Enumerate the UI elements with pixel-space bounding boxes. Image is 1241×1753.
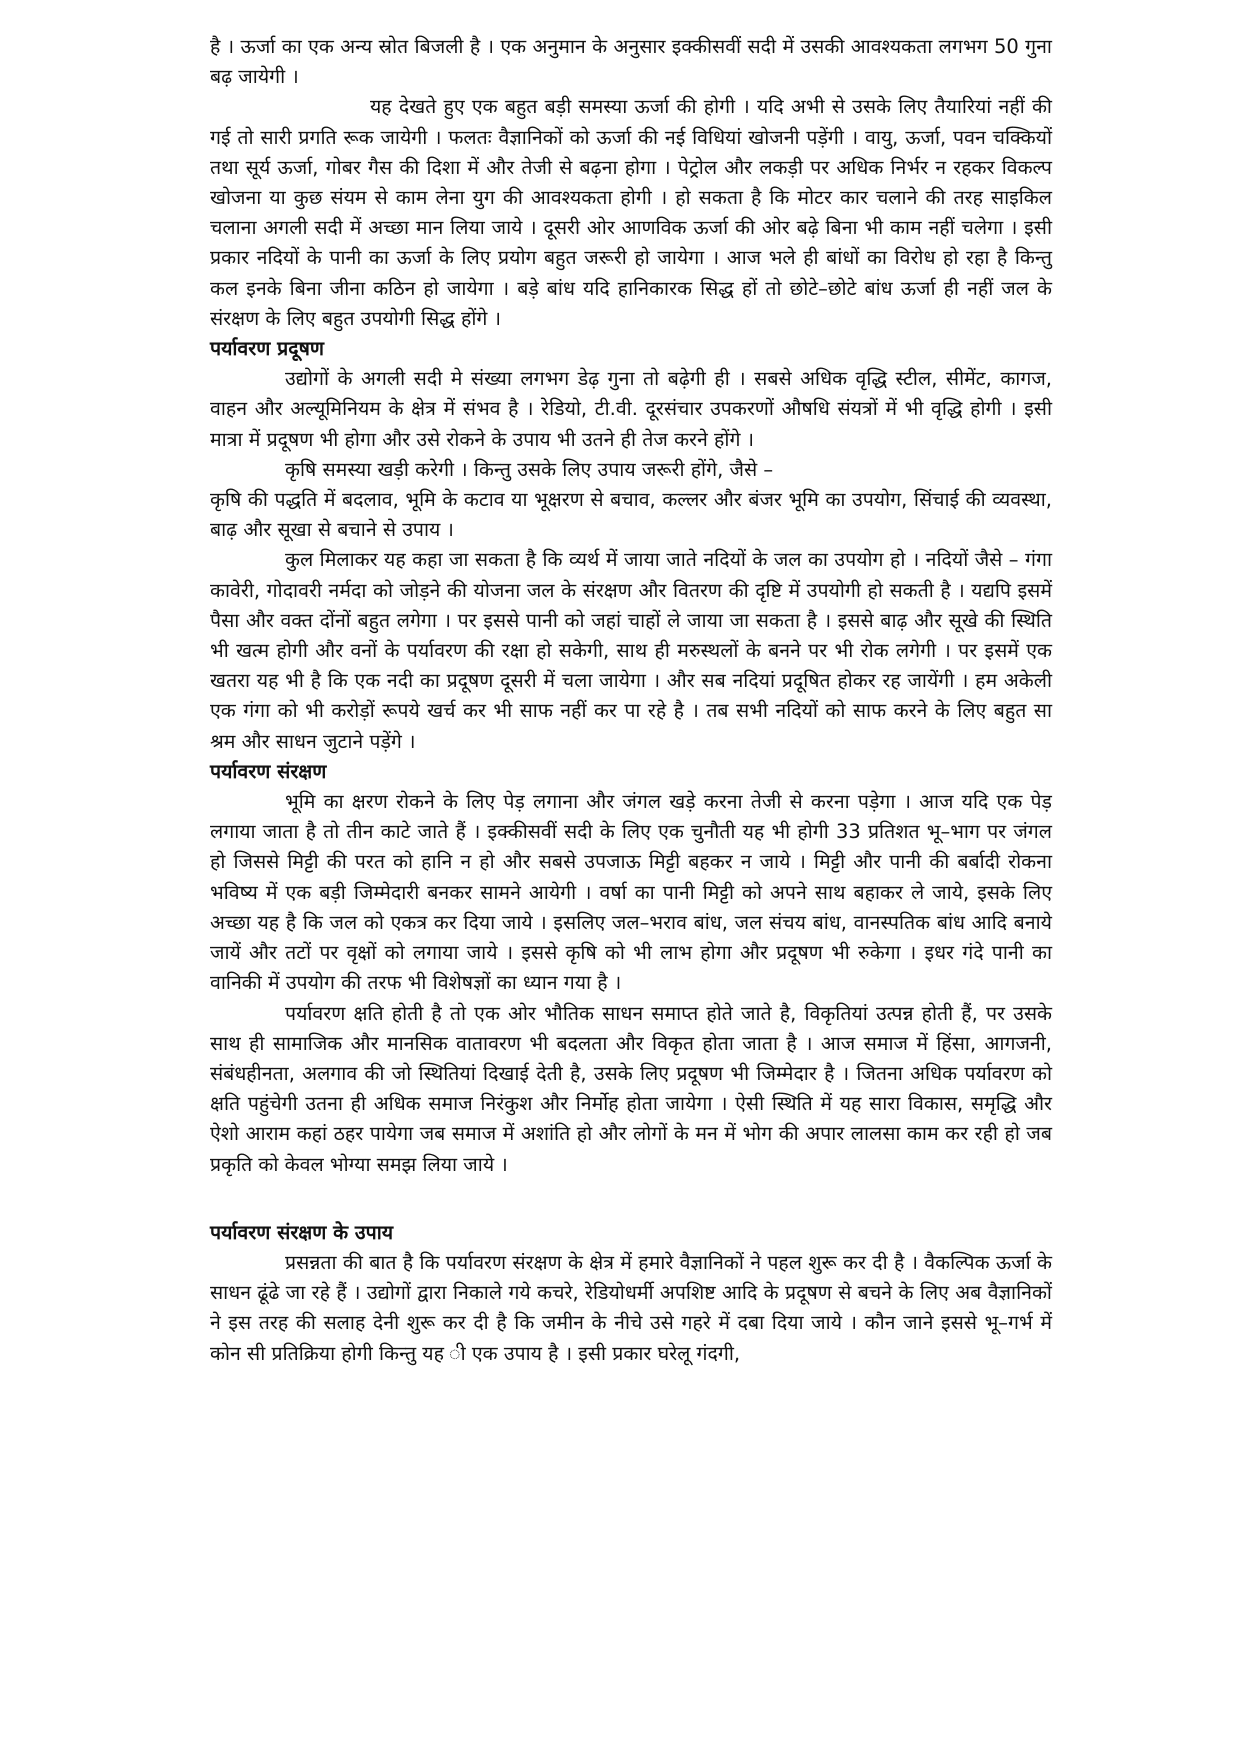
conservation-paragraph-land: भूमि का क्षरण रोकने के लिए पेड़ लगाना और जंगल खड़े करना तेजी से करना पड़ेगा । आज यदि एक पेड़ लगाया जाता है तो तीन काटे जाते हैं । इक्कीसवीं सदी के लिए एक चुनौती यह भी होगी 33 प्रतिशत भू–भाग पर जंगल हो जिससे मिट्टी की परत को हानि न हो और सबसे उपजाऊ मिट्टी बहकर न जाये । मिट्टी और पानी की बर्बादी रोकना भविष्य में एक बड़ी जिम्मेदारी बनकर सामने आयेगी । वर्षा का पानी मिट्टी को अपने साथ बहाकर ले जाये, इसके लिए अच्छा यह है कि जल को एकत्र कर दिया जाये । इसलिए जल–भराव बांध, जल संचय बांध, वानस्पतिक बांध आदि बनाये जायें और तटों पर वृक्षों को लगाया जाये । इससे कृषि को भी लाभ होगा और प्रदूषण भी रुकेगा । इधर गंदे पानी का वानिकी में उपयोग की तरफ भी विशेषज्ञों का ध्यान गया है ।	[210, 790, 1052, 995]
section-heading-conservation: पर्यावरण संरक्षण	[210, 759, 327, 783]
pollution-paragraph-agriculture: कृषि समस्या खड़ी करेगी । किन्तु उसके लिए उपाय जरूरी होंगे, जैसे –	[285, 457, 774, 481]
measures-paragraph: प्रसन्नता की बात है कि पर्यावरण संरक्षण के क्षेत्र में हमारे वैज्ञानिकों ने पहल शुरू कर दी है । वैकल्पिक ऊर्जा के साधन ढूंढे जा रहे हैं । उद्योगों द्वारा निकाले गये कचरे, रेडियोधर्मी अपशिष्ट आदि के प्रदूषण से बचने के लिए अब वैज्ञानिकों ने इस तरह की सलाह देनी शुरू कर दी है कि जमीन के नीचे उसे गहरे में दबा दिया जाये । कौन जाने इससे भू–गर्भ में कोन सी प्रतिक्रिया होगी किन्तु यह ी एक उपाय है । इसी प्रकार घरेलू गंदगी,	[210, 1250, 1052, 1365]
pollution-paragraph-industry: उद्योगों के अगली सदी मे संख्या लगभग डेढ़ गुना तो बढ़ेगी ही । सबसे अधिक वृद्धि स्टील, सीमेंट, कागज, वाहन और अल्यूमिनियम के क्षेत्र में संभव है । रेडियो, टी.वी. दूरसंचार उपकरणों औषधि संयत्रों में भी वृद्धि होगी । इसी मात्रा में प्रदूषण भी होगा और उसे रोकने के उपाय भी उतने ही तेज करने होंगे ।	[210, 367, 1052, 451]
section-heading-measures: पर्यावरण संरक्षण के उपाय	[210, 1220, 394, 1244]
section-heading-pollution: पर्यावरण प्रदूषण	[210, 337, 324, 361]
energy-paragraph: यह देखते हुए एक बहुत बड़ी समस्या ऊर्जा की होगी । यदि अभी से उसके लिए तैयारियां नहीं की गई तो सारी प्रगति रूक जायेगी । फलतः वैज्ञानिकों को ऊर्जा की नई विधियां खोजनी पड़ेंगी । वायु, ऊर्जा, पवन चक्कियों तथा सूर्य ऊर्जा, गोबर गैस की दिशा में और तेजी से बढ़ना होगा । पेट्रोल और लकड़ी पर अधिक निर्भर न रहकर विकल्प खोजना या कुछ संयम से काम लेना युग की आवश्यकता होगी । हो सकता है कि मोटर कार चलाने की तरह साइकिल चलाना अगली सदी में अच्छा मान लिया जाये । दूसरी ओर आणविक ऊर्जा की ओर बढ़े बिना भी काम नहीं चलेगा । इसी प्रकार नदियों के पानी का ऊर्जा के लिए प्रयोग बहुत जरूरी हो जायेगा । आज भले ही बांधों का विरोध हो रहा है किन्तु कल इनके बिना जीना कठिन हो जायेगा । बड़े बांध यदि हानिकारक सिद्ध हों तो छोटे–छोटे बांध ऊर्जा ही नहीं जल के संरक्षण के लिए बहुत उपयोगी सिद्ध होंगे ।	[210, 95, 1052, 330]
opening-paragraph: है । ऊर्जा का एक अन्य स्रोत बिजली है । एक अनुमान के अनुसार इक्कीसवीं सदी में उसकी आवश्यकता लगभग 50 गुना बढ़ जायेगी ।	[210, 35, 1052, 89]
pollution-paragraph-agri-measures: कृषि की पद्धति में बदलाव, भूमि के कटाव या भूक्षरण से बचाव, कल्लर और बंजर भूमि का उपयोग, सिंचाई की व्यवस्था, बाढ़ और सूखा से बचाने से उपाय ।	[210, 488, 1052, 542]
pollution-paragraph-rivers: कुल मिलाकर यह कहा जा सकता है कि व्यर्थ में जाया जाते नदियों के जल का उपयोग हो । नदियों जैसे – गंगा कावेरी, गोदावरी नर्मदा को जोड़ने की योजना जल के संरक्षण और वितरण की दृष्टि में उपयोगी हो सकती है । यद्यपि इसमें पैसा और वक्त दोंनों बहुत लगेगा । पर इससे पानी को जहां चाहों ले जाया जा सकता है । इससे बाढ़ और सूखे की स्थिति भी खत्म होगी और वनों के पर्यावरण की रक्षा हो सकेगी, साथ ही मरुस्थलों के बनने पर भी रोक लगेगी । पर इसमें एक खतरा यह भी है कि एक नदी का प्रदूषण दूसरी में चला जायेगा । और सब नदियां प्रदूषित होकर रह जायेंगी । हम अकेली एक गंगा को भी करोड़ों रूपये खर्च कर भी साफ नहीं कर पा रहे है । तब सभी नदियों को साफ करने के लिए बहुत सा श्रम और साधन जुटाने पड़ेंगे ।	[210, 548, 1052, 753]
conservation-paragraph-society: पर्यावरण क्षति होती है तो एक ओर भौतिक साधन समाप्त होते जाते है, विकृतियां उत्पन्न होती हैं, पर उसके साथ ही सामाजिक और मानसिक वातावरण भी बदलता और विकृत होता जाता है । आज समाज में हिंसा, आगजनी, संबंधहीनता, अलगाव की जो स्थितियां दिखाई देती है, उसके लिए प्रदूषण भी जिम्मेदार है । जितना अधिक पर्यावरण को क्षति पहुंचेगी उतना ही अधिक समाज निरंकुश और निर्मोह होता जायेगा । ऐसी स्थिति में यह सारा विकास, समृद्धि और ऐशो आराम कहां ठहर पायेगा जब समाज में अशांति हो और लोगों के मन में भोग की अपार लालसा काम कर रही हो जब प्रकृति को केवल भोग्या समझ लिया जाये ।	[210, 1001, 1052, 1176]
document-page	[210, 32, 1052, 1369]
